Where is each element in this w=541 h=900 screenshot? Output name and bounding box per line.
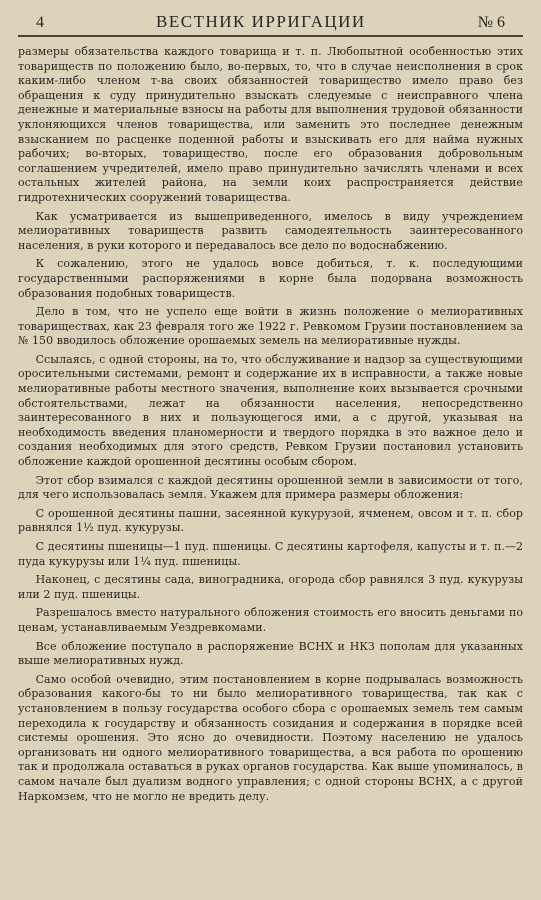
paragraph: С десятины пшеницы—1 пуд. пшеницы. С десятины картофеля, капусты и т. п.—2 пуда кукурузы или 1¼ пуд. пшеницы.: [18, 540, 523, 568]
journal-title: ВЕСТНИК ИРРИГАЦИИ: [156, 12, 366, 31]
paragraph: К сожалению, этого не удалось вовсе добиться, т. к. последующими государственными распоряжениями в корне была подорвана возможность образования подобных товариществ.: [18, 257, 523, 300]
paragraph: Этот сбор взимался с каждой десятины орошенной земли в зависимости от того, для чего использовалась земля. Укажем для примера размеры обложения:: [18, 473, 523, 502]
paragraph: размеры обязательства каждого товарища и т. п. Любопытной особенностью этих товариществ по положению было, во-первых, то, что в случае неисполнения в срок каким-либо членом т-ва своих обязанностей товарищество имело право без обращения к суду принудительно взыскать следуемые с неисправного члена денежные и материальные взносы на работы для выполнения трудовой обязанности уклоняющихся членов товарищества, или заменить это последнее денежным взысканием по расценке поденной работы и взыскивать его для найма нужных рабочих; во-вторых, товарищество, после его образования добровольным соглашением учредителей, имело право принудительно зачислять членами и всех остальных жителей района, на земли коих распространяется действие гидротехнических сооружений товарищества.: [18, 45, 523, 204]
page-number: 4: [36, 14, 44, 31]
paragraph: Само особой очевидно, этим постановлением в корне подрывалась возможность образования какого-бы то ни было мелиоративного товарищества, так как с установлением в пользу государства особого сбора с орошаемых земель тем самым переходила к государству и обязанность созидания и содержания в порядке всей системы орошения. Это ясно до очевидности. Поэтому населению не удалось организовать ни одного мелиоративного товарищества, а вся работа по орошению так и продолжала оставаться в руках органов государства. Как выше упоминалось, в самом начале был дуализм водного управления; с одной стороны ВСНХ, а с другой Наркомзем, что не могло не вредить делу.: [18, 672, 523, 803]
paragraph: Наконец, с десятины сада, виноградника, огорода сбор равнялся 3 пуд. кукурузы или 2 пуд. пшеницы.: [18, 573, 523, 601]
issue-number: № 6: [477, 14, 505, 31]
running-header: [18, 8, 523, 37]
paragraph: С орошенной десятины пашни, засеянной кукурузой, ячменем, овсом и т. п. сбор равнялся 1½ пуд. кукурузы.: [18, 506, 523, 535]
paragraph: Ссылаясь, с одной стороны, на то, что обслуживание и надзор за существующими оросительными системами, ремонт и содержание их в исправности, а также новые мелиоративные работы местного значения, выполнение коих вызывается срочными обстоятельствами, лежат на обязанности населения, непосредственно заинтересованного в них и пользующегося ими, а с другой, указывая на необходимость введения планомерности и твердого порядка в это важное дело и создания необходимых для этого средств, Ревком Грузии постановил установить обложение каждой орошенной десятины особым сбором.: [18, 352, 523, 469]
paragraph: Как усматривается из вышеприведенного, имелось в виду учреждением мелиоративных товариществ развить самодеятельность заинтересованного населения, в руки которого и передавалось все дело по водоснабжению.: [18, 209, 523, 252]
paragraph: Дело в том, что не успело еще войти в жизнь положение о мелиоративных товариществах, как 23 февраля того же 1922 г. Ревкомом Грузии постановлением за № 150 вводилось обложение орошаемых земель на мелиоративные нужды.: [18, 305, 523, 348]
paragraph: Все обложение поступало в распоряжение ВСНХ и НКЗ пополам для указанных выше мелиоративных нужд.: [18, 639, 523, 668]
paragraph: Разрешалось вместо натурального обложения стоимость его вносить деньгами по ценам, устанавливаемым Уездревкомами.: [18, 606, 523, 634]
article-body: [18, 45, 523, 804]
